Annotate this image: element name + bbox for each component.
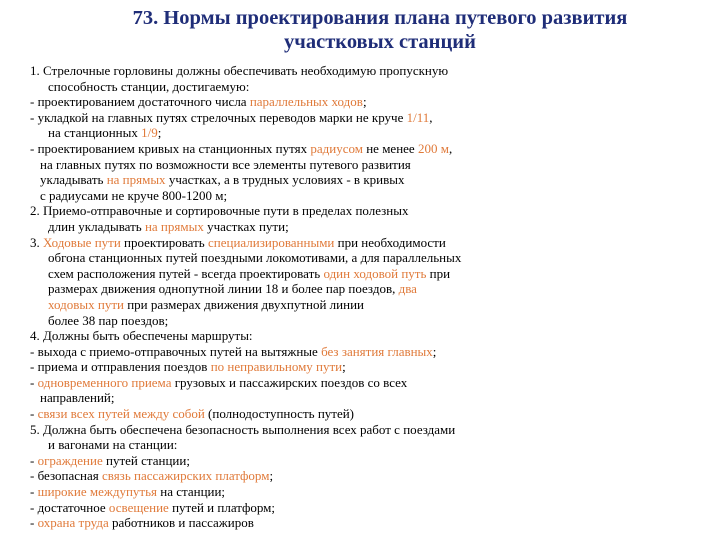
text-line	[30, 188, 715, 204]
text-line	[30, 437, 715, 453]
text-segment: - укладкой на главных путях стрелочных переводов марки не круче	[30, 109, 407, 125]
text-segment: ;	[362, 94, 367, 110]
text-segment: 1. Стрелочные горловины должны обеспечивать необходимую пропускную	[30, 63, 449, 78]
text-line	[30, 500, 715, 516]
text-line	[30, 359, 715, 375]
text-segment: - безопасная	[30, 468, 102, 484]
text-segment: не менее	[362, 140, 418, 156]
text-segment: схем расположения путей - всегда проектировать	[48, 265, 324, 281]
text-line	[30, 484, 715, 500]
text-segment: -	[30, 374, 38, 390]
text-line	[30, 515, 715, 531]
text-segment: укладывать	[40, 172, 107, 188]
text-line	[30, 406, 715, 422]
text-line	[30, 110, 715, 126]
text-segment: грузовых и пассажирских поездов со всех	[171, 374, 408, 390]
text-segment: на станции;	[157, 484, 226, 500]
text-segment: длин укладывать	[48, 218, 145, 234]
text-segment: 5. Должна быть обеспечена безопасность выполнения всех работ с поездами	[30, 421, 456, 437]
text-line	[30, 141, 715, 157]
text-line	[30, 313, 715, 329]
highlighted-term: специализированными	[207, 234, 335, 250]
text-line	[30, 453, 715, 469]
highlighted-term: связь пассажирских платформ	[101, 468, 270, 484]
highlighted-term: ходовых пути	[48, 296, 124, 312]
highlighted-term: радиусом	[310, 140, 363, 156]
text-line	[30, 94, 715, 110]
text-segment: ,	[429, 109, 433, 125]
highlighted-term: 1/9	[141, 125, 158, 141]
text-segment: на главных путях по возможности все элементы путевого развития	[40, 156, 411, 172]
highlighted-term: связи всех путей между собой	[37, 406, 205, 422]
text-line	[30, 266, 715, 282]
highlighted-term: охрана труда	[37, 515, 109, 531]
text-segment: размерах движения однопутной линии 18 и более пар поездов,	[48, 281, 399, 297]
text-segment: 4. Должны быть обеспечены маршруты:	[30, 328, 253, 344]
title-line-1: 73. Нормы проектирования плана путевого развития	[132, 7, 628, 29]
text-line	[30, 125, 715, 141]
highlighted-term: параллельных ходов	[249, 94, 363, 110]
text-segment: участках пути;	[203, 218, 289, 234]
text-segment: проектировать	[120, 234, 208, 250]
text-line	[30, 63, 715, 79]
slide-body	[30, 63, 715, 531]
highlighted-term: одновременного приема	[37, 374, 172, 390]
highlighted-term: освещение	[108, 499, 169, 515]
text-segment: при размерах движения двухпутной линии	[123, 296, 364, 312]
text-line	[30, 297, 715, 313]
highlighted-term: без занятия главных	[321, 343, 433, 359]
text-line	[30, 390, 715, 406]
text-segment: участках, а в трудных условиях - в кривых	[165, 172, 405, 188]
text-segment: с радиусами не круче 800-1200 м;	[40, 187, 228, 203]
text-segment: путей станции;	[102, 452, 190, 468]
text-segment: 3.	[30, 234, 43, 250]
text-segment: - выхода с приемо-отправочных путей на вытяжные	[30, 343, 322, 359]
highlighted-term: на прямых	[144, 218, 204, 234]
text-line	[30, 281, 715, 297]
text-segment: -	[30, 452, 38, 468]
text-line	[30, 344, 715, 360]
highlighted-term: Ходовые пути	[43, 234, 121, 250]
highlighted-term: 1/11	[406, 109, 430, 125]
text-segment: ;	[157, 125, 162, 141]
text-line	[30, 468, 715, 484]
text-segment: - проектированием достаточного числа	[30, 94, 250, 110]
text-line	[30, 79, 715, 95]
text-segment: направлений;	[40, 390, 115, 406]
text-line	[30, 172, 715, 188]
text-segment: способность станции, достигаемую:	[48, 78, 250, 94]
text-line	[30, 250, 715, 266]
text-segment: -	[30, 406, 38, 422]
highlighted-term: два	[398, 281, 417, 297]
text-segment: при необходимости	[334, 234, 446, 250]
text-segment: ;	[269, 468, 274, 484]
text-segment: (полнодоступность путей)	[204, 406, 355, 422]
title-line-2: участковых станций	[284, 31, 476, 53]
text-segment: при	[426, 265, 451, 281]
text-line	[30, 203, 715, 219]
highlighted-term: широкие междупутья	[37, 484, 157, 500]
text-line	[30, 328, 715, 344]
text-line	[30, 219, 715, 235]
text-segment: - проектированием кривых на станционных путях	[30, 140, 311, 156]
text-segment: на станционных	[48, 125, 142, 141]
text-segment: работников и пассажиров	[108, 515, 254, 531]
highlighted-term: на прямых	[106, 172, 166, 188]
highlighted-term: по неправильному пути	[210, 359, 343, 375]
text-segment: - приема и отправления поездов	[30, 359, 211, 375]
text-segment: путей и платформ;	[168, 499, 276, 515]
text-segment: - достаточное	[30, 499, 109, 515]
text-line	[30, 375, 715, 391]
text-line	[30, 235, 715, 251]
text-segment: более 38 пар поездов;	[48, 312, 169, 328]
highlighted-term: ограждение	[37, 452, 103, 468]
text-segment: 2. Приемо-отправочные и сортировочные пути в пределах полезных	[30, 203, 409, 219]
highlighted-term: один ходовой путь	[323, 265, 427, 281]
text-segment: -	[30, 515, 38, 531]
text-segment: и вагонами на станции:	[48, 437, 178, 453]
slide-title	[60, 6, 700, 54]
text-segment: -	[30, 484, 38, 500]
text-segment: обгона станционных путей поездными локомотивами, а для параллельных	[48, 250, 462, 266]
text-segment: ,	[448, 140, 453, 156]
text-line	[30, 422, 715, 438]
text-line	[30, 157, 715, 173]
highlighted-term: 200 м	[417, 140, 449, 156]
text-segment: ;	[432, 343, 437, 359]
text-segment: ;	[342, 359, 346, 375]
